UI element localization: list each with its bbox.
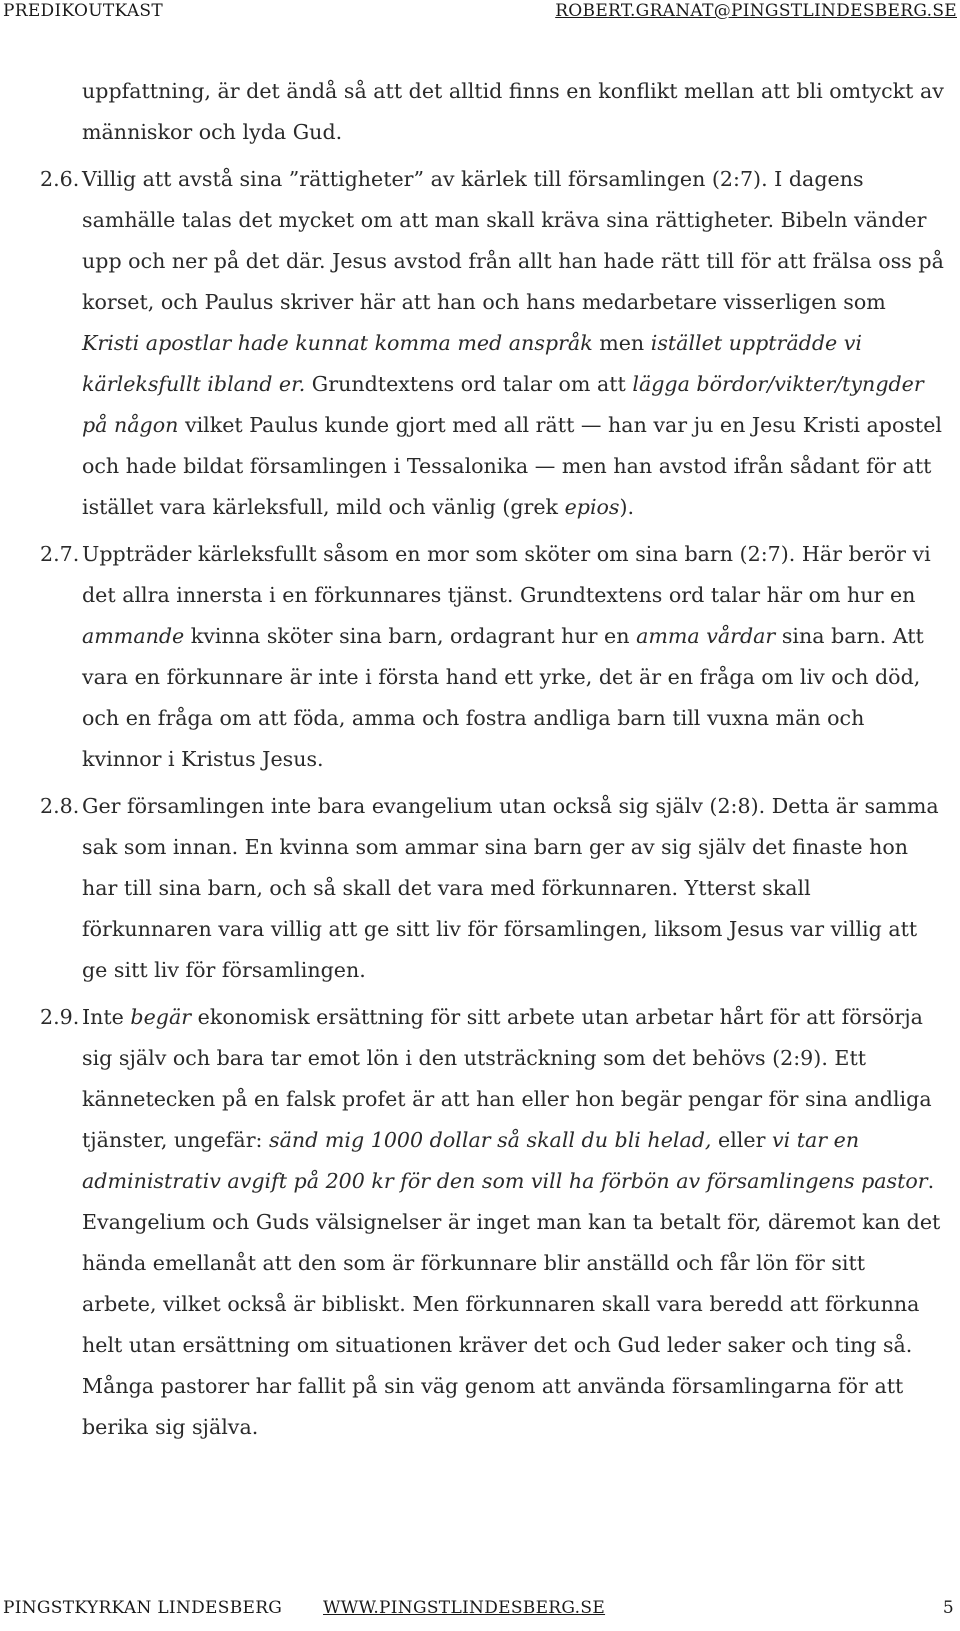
item-text: [82, 534, 945, 780]
footer-website-link[interactable]: WWW.PINGSTLINDESBERG.SE: [323, 1598, 606, 1618]
text-segment: ekonomisk ersättning för sitt arbete utan arbetar hårt för att försörja sig själv och bara tar emot lön i den utsträckning som det behövs (2:9). Ett kännetecken på en falsk profet är att han eller hon begär pengar för sina andliga tjänster, ungefär:: [82, 1005, 932, 1152]
item-number: 2.6.: [40, 167, 80, 191]
list-item: [40, 786, 945, 991]
page-footer: [0, 1598, 960, 1628]
emphasis-text: sänd mig 1000 dollar så skall du bli helad,: [269, 1128, 712, 1152]
emphasis-text: begär: [130, 1005, 192, 1029]
text-segment: Uppträder kärleksfullt såsom en mor som sköter om sina barn (2:7). Här berör vi det allra innersta i en förkunnares tjänst. Grundtextens ord talar här om hur en: [82, 542, 931, 607]
item-text: [82, 786, 945, 991]
header-title: PREDIKOUTKAST: [3, 1, 164, 21]
item-text: [82, 159, 945, 528]
emphasis-text: epios: [564, 495, 620, 519]
item-number: 2.9.: [40, 1005, 80, 1029]
text-segment: men: [592, 331, 651, 355]
page-number: 5: [942, 1598, 954, 1618]
item-number: 2.8.: [40, 794, 80, 818]
text-segment: ).: [619, 495, 635, 519]
list-item: [40, 159, 945, 528]
list-item: [40, 997, 945, 1448]
intro-paragraph: uppfattning, är det ändå så att det alltid finns en konflikt mellan att bli omtyckt av människor och lyda Gud.: [82, 79, 944, 144]
text-segment: Villig att avstå sina ”rättigheter” av kärlek till församlingen (2:7). I dagens samhälle talas det mycket om att man skall kräva sina rättigheter. Bibeln vänder upp och ner på det där. Jesus avstod från allt han hade rätt till för att frälsa oss på korset, och Paulus skriver här att han och hans medarbetare visserligen som: [82, 167, 944, 314]
emphasis-text: istället uppträdde vi kärleksfullt ibland er.: [82, 331, 862, 396]
footer-church-name: PINGSTKYRKAN LINDESBERG: [3, 1598, 283, 1618]
numbered-list: [40, 159, 945, 1448]
emphasis-text: vi tar en administrativ avgift på 200 kr för den som vill ha förbön av församlingens pastor: [82, 1128, 928, 1193]
text-segment: eller: [711, 1128, 772, 1152]
emphasis-text: lägga bördor/vikter/tyngder på någon: [82, 372, 924, 437]
text-segment: sina barn. Att vara en förkunnare är inte i första hand ett yrke, det är en fråga om liv och död, och en fråga om att föda, amma och fostra andliga barn till vuxna män och kvinnor i Kristus Jesus.: [82, 624, 924, 771]
text-segment: Inte: [82, 1005, 131, 1029]
text-segment: vilket Paulus kunde gjort med all rätt — han var ju en Jesu Kristi apostel och hade bildat församlingen i Tessalonika — men han avstod ifrån sådant för att istället vara kärleksfull, mild och vänlig (grek: [82, 413, 942, 519]
document-body: [40, 71, 945, 1448]
text-segment: kvinna sköter sina barn, ordagrant hur en: [184, 624, 637, 648]
text-segment: Ger församlingen inte bara evangelium utan också sig själv (2:8). Detta är samma sak som innan. En kvinna som ammar sina barn ger av sig själv det finaste hon har till sina barn, och så skall det vara med förkunnaren. Ytterst skall förkunnaren vara villig att ge sitt liv för församlingen, liksom Jesus var villig att ge sitt liv för församlingen.: [82, 794, 939, 982]
page-header: [0, 0, 960, 26]
text-segment: . Evangelium och Guds välsignelser är inget man kan ta betalt för, däremot kan det hända emellanåt att den som är förkunnare blir anställd och får lön för sitt arbete, vilket också är bibliskt. Men förkunnaren skall vara beredd att förkunna helt utan ersättning om situationen kräver det och Gud leder saker och ting så. Många pastorer har fallit på sin väg genom att använda församlingarna för att berika sig själva.: [82, 1169, 941, 1439]
emphasis-text: ammande: [82, 624, 185, 648]
text-segment: Grundtextens ord talar om att: [305, 372, 633, 396]
item-number: 2.7.: [40, 542, 80, 566]
header-email-link[interactable]: ROBERT.GRANAT@PINGSTLINDESBERG.SE: [555, 1, 957, 21]
item-text: [82, 997, 945, 1448]
emphasis-text: amma vårdar: [636, 624, 776, 648]
list-item: [40, 534, 945, 780]
emphasis-text: Kristi apostlar hade kunnat komma med anspråk: [82, 331, 593, 355]
